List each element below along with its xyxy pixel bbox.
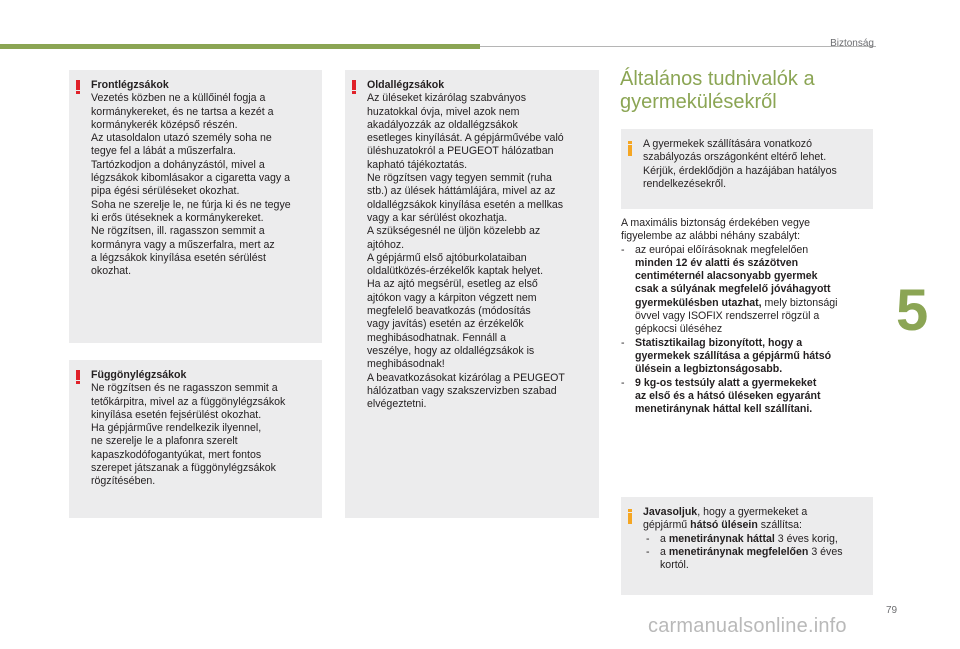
text-line: ajtóhoz.: [367, 238, 405, 251]
recommendation-text: gépjármű: [643, 519, 691, 532]
rule-bold: gyermekülésben utazhat,: [635, 296, 762, 309]
recommendation-line: [643, 519, 863, 532]
text-line: kormánykereket, és ne tartsa a kezét a: [91, 105, 274, 118]
warning-title: Függönylégzsákok: [91, 369, 187, 381]
list-dash: -: [621, 243, 625, 256]
recommendation-bold: Javasoljuk: [643, 506, 698, 518]
text-line: üléshuzatokról a PEUGEOT hálózatban: [367, 145, 554, 158]
text-line: A gyermekek szállítására vonatkozó: [643, 138, 812, 150]
text-line: A gépjármű első ajtóburkolataiban: [367, 251, 527, 264]
recommendation-text: , hogy a gyermekeket a: [697, 506, 808, 518]
rule-line: [635, 377, 876, 390]
rule-bold: csak a súlyának megfelelő jóváhagyott: [635, 283, 831, 296]
rule-line: [635, 297, 876, 310]
text-line: okozhat.: [91, 265, 132, 278]
text-line: kinyílása esetén fejsérülést okozhat.: [91, 408, 262, 421]
recommendation-bold: hátsó ülésein: [690, 519, 758, 532]
info-icon: [628, 141, 633, 156]
rule-bold: minden 12 év alatti és százötven: [635, 256, 799, 269]
text-line: megfelelő beavatkozás (módosítás: [367, 305, 531, 318]
rule-line: [635, 323, 876, 336]
rule-bold: az első és a hátsó üléseken egyaránt: [635, 389, 821, 402]
text-line: Ne rögzítsen, ill. ragasszon semmit a: [91, 225, 265, 238]
rule-line: [635, 283, 876, 296]
info-text: [643, 138, 863, 191]
text-line: A beavatkozásokat kizárólag a PEUGEOT: [367, 371, 565, 384]
rule-bold: menetiránynak háttal kell szállítani.: [635, 403, 813, 416]
rule-text: mely biztonsági: [761, 296, 838, 309]
chapter-number: 5: [896, 278, 929, 343]
text-line: figyelembe az alábbi néhány szabályt:: [621, 230, 801, 243]
warning-text: [91, 92, 312, 278]
rule-bold: ülésein a legbiztonságosabb.: [635, 363, 783, 376]
rule-line: [635, 257, 876, 270]
header-accent-bar: [0, 44, 480, 49]
rules-list: [621, 244, 876, 417]
item-text: a: [660, 532, 669, 545]
rule-item: [621, 377, 876, 417]
text-line: tetőkárpitra, mivel az a függönylégzsákok: [91, 395, 286, 408]
rule-line: [635, 270, 876, 283]
text-line: elvégeztetni.: [367, 398, 427, 411]
rule-item: [621, 244, 876, 337]
text-line: hálózatban vagy szakszervizben szabad: [367, 384, 557, 397]
text-line: akadályozzák az oldallégzsákok: [367, 118, 518, 131]
info-icon: [628, 509, 633, 524]
text-line: légzsákok kibomlásakor a cigaretta vagy a: [91, 172, 291, 185]
curtain-airbag-warning: [69, 360, 322, 518]
rule-line: [635, 390, 876, 403]
text-line: A szükségesnél ne üljön közelebb az: [367, 225, 541, 238]
text-line: oldalütközés-érzékelők kaptak helyet.: [367, 265, 544, 278]
text-line: Soha ne szerelje le, ne fúrja ki és ne tegye: [91, 198, 291, 211]
text-line: szabályozás országonként eltérő lehet.: [643, 151, 827, 164]
item-line: kortól.: [660, 559, 689, 572]
text-line: Ne rögzítsen vagy tegyen semmit (ruha: [367, 172, 552, 185]
text-line: szerepet játszanak a függönylégzsákok: [91, 462, 276, 475]
text-line: kormányra vagy a műszerfalra, mert az: [91, 238, 275, 251]
text-line: vagy a kar sérülést okozhatja.: [367, 211, 508, 224]
rule-text: gépkocsi üléséhez: [635, 323, 723, 336]
text-line: stb.) az ülések háttámlájára, mivel az az: [367, 185, 556, 198]
recommendation-text: szállítsa:: [757, 519, 802, 532]
lateral-airbag-warning: [345, 70, 599, 518]
warning-icon: [352, 80, 357, 94]
item-text: 3 éves: [808, 545, 843, 558]
safety-rules: [621, 217, 876, 416]
text-line: Tartózkodjon a dohányzástól, mivel a: [91, 158, 265, 171]
item-bold: menetiránynak megfelelően: [668, 545, 809, 558]
text-line: ajtókon vagy a kárpiton végzett nem: [367, 291, 537, 304]
recommendation-item: [643, 533, 863, 546]
watermark: carmanualsonline.info: [648, 615, 847, 637]
warning-icon: [76, 370, 81, 384]
list-dash: -: [646, 532, 650, 545]
info-note-regulations: [621, 129, 873, 209]
frontal-airbag-warning: [69, 70, 322, 343]
text-line: meghibásodnak!: [367, 358, 445, 371]
text-line: tegye fel a lábát a műszerfalra.: [91, 145, 236, 158]
list-dash: -: [621, 376, 625, 389]
warning-text: [91, 382, 312, 488]
list-dash: -: [621, 336, 625, 349]
recommendation-list: [643, 533, 863, 573]
rule-bold: 9 kg-os testsúly alatt a gyermekeket: [635, 376, 817, 389]
text-line: veszélye, hogy az oldallégzsákok is: [367, 344, 535, 357]
header-rule: [480, 46, 876, 47]
text-line: a légzsákok kinyílása esetén sérülést: [91, 251, 266, 264]
info-note-recommendation: [621, 497, 873, 595]
list-dash: -: [646, 545, 650, 558]
text-line: Ha gépjárműve rendelkezik ilyennel,: [91, 422, 262, 435]
warning-icon: [76, 80, 81, 94]
warning-title: Frontlégzsákok: [91, 79, 169, 91]
text-line: Vezetés közben ne a küllőinél fogja a: [91, 92, 266, 105]
text-line: ne szerelje le a plafonra szerelt: [91, 435, 238, 448]
rule-line: [635, 350, 876, 363]
rule-text: övvel vagy ISOFIX rendszerrel rögzül a: [635, 310, 820, 323]
warning-text: [367, 92, 589, 411]
text-line: vagy javítás) esetén az érzékelők: [367, 318, 524, 331]
text-line: Ha az ajtó megsérül, esetleg az első: [367, 278, 538, 291]
rule-line: [635, 403, 876, 416]
text-line: meghibásodhatnak. Fennáll a: [367, 331, 506, 344]
text-line: Kérjük, érdeklődjön a hazájában hatályos: [643, 164, 837, 177]
rule-bold: Statisztikailag bizonyított, hogy a: [635, 336, 803, 349]
text-line: kapható tájékoztatás.: [367, 158, 468, 171]
rule-text: az európai előírásoknak megfelelően: [635, 243, 809, 256]
text-line: pipa égési sérüléseket okozhat.: [91, 185, 240, 198]
recommendation-line: [643, 506, 863, 519]
warning-title: Oldallégzsákok: [367, 79, 445, 91]
heading-line: gyermekülésekről: [620, 91, 777, 113]
item-line: [660, 533, 863, 546]
item-text: a: [660, 545, 669, 558]
item-line: [660, 546, 863, 559]
page-number: 79: [886, 605, 898, 616]
text-line: rendelkezésekről.: [643, 177, 727, 190]
text-line: esetleges kinyílását. A gépjárművébe való: [367, 132, 564, 145]
rule-line: [635, 310, 876, 323]
section-heading: [620, 68, 870, 114]
text-line: ki erős ütéseknek a kormánykereket.: [91, 211, 264, 224]
rules-intro: [621, 217, 876, 244]
section-title: Biztonság: [830, 38, 874, 49]
text-line: Az üléseket kizárólag szabványos: [367, 92, 526, 105]
text-line: rögzítésében.: [91, 475, 156, 488]
text-line: oldallégzsákok kinyílása esetén a mellkas: [367, 198, 564, 211]
recommendation-item: [643, 546, 863, 573]
rule-line: [635, 337, 876, 350]
heading-line: Általános tudnivalók a: [620, 68, 815, 90]
rule-bold: gyermekek szállítása a gépjármű hátsó: [635, 349, 832, 362]
text-line: kapaszkodófogantyúkat, mert fontos: [91, 448, 262, 461]
item-text: 3 éves korig,: [774, 532, 838, 545]
rule-item: [621, 337, 876, 377]
text-line: A maximális biztonság érdekében vegye: [621, 217, 811, 229]
text-line: huzatokkal óvja, mivel azok nem: [367, 105, 520, 118]
text-line: Ne rögzítsen és ne ragasszon semmit a: [91, 382, 278, 395]
item-bold: menetiránynak háttal: [668, 532, 775, 545]
rule-line: [635, 363, 876, 376]
text-line: Az utasoldalon utazó személy soha ne: [91, 132, 272, 145]
text-line: kormánykerék középső részén.: [91, 118, 238, 131]
rule-line: [635, 244, 876, 257]
rule-bold: centiméternél alacsonyabb gyermek: [635, 270, 818, 283]
